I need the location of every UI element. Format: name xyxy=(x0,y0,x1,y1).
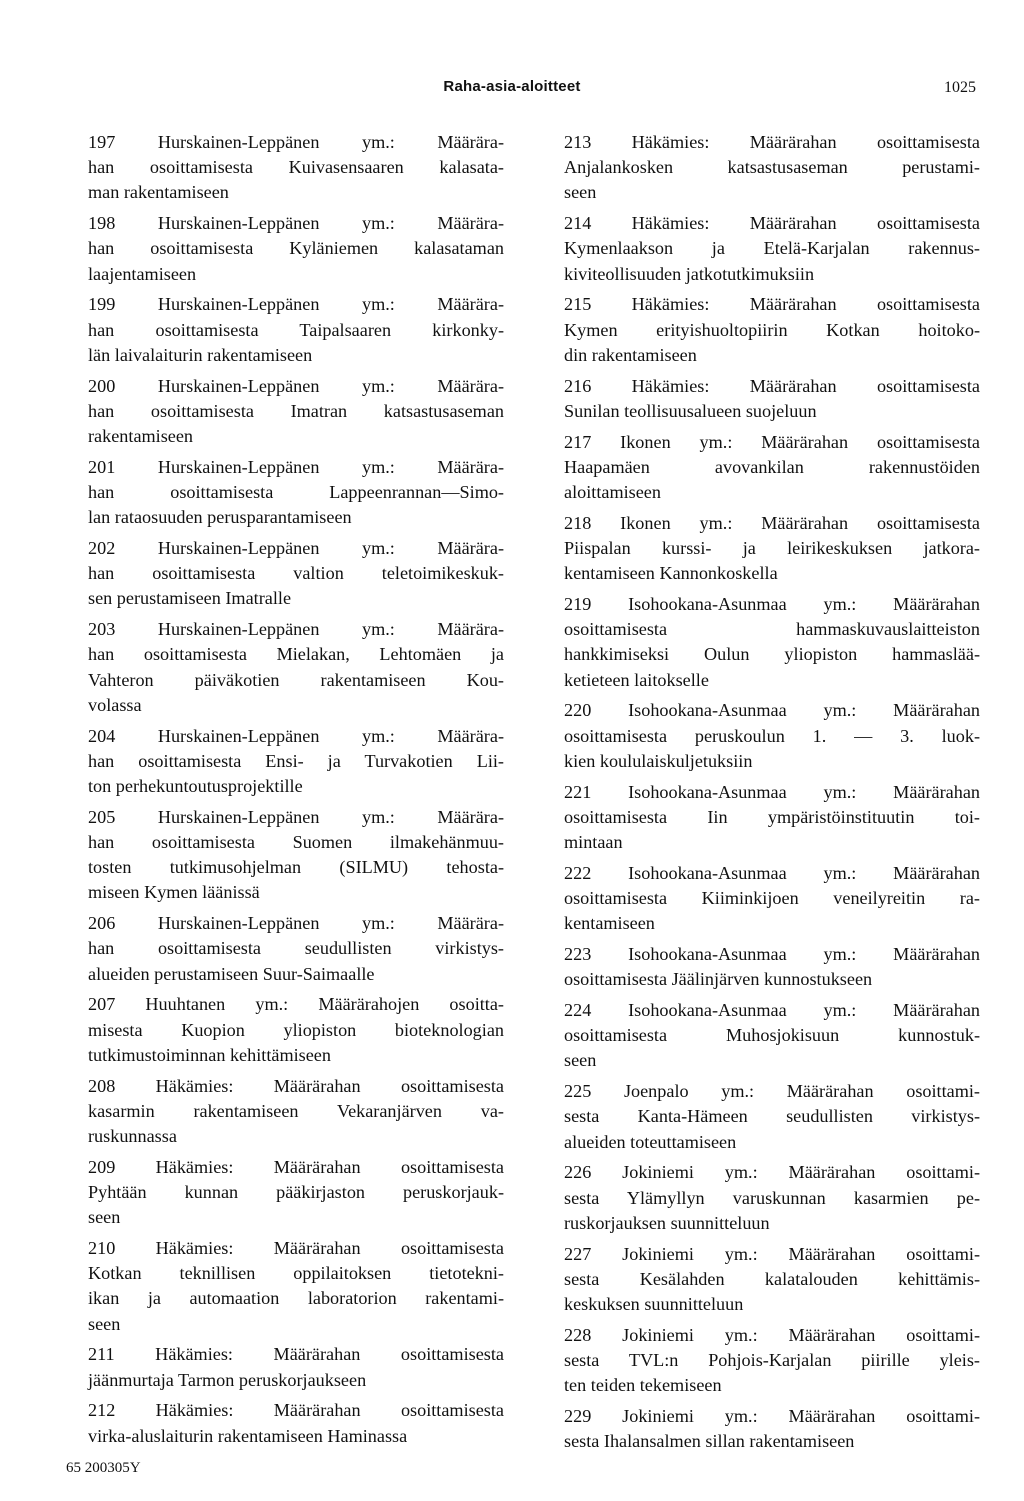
list-item xyxy=(88,911,504,987)
list-item xyxy=(564,942,980,992)
entry-line: han osoittamisesta Mielakan, Lehtomäen ja xyxy=(88,644,504,665)
entry-line: seen xyxy=(88,1313,121,1334)
entry-line: ton perhekuntoutusprojektille xyxy=(88,776,303,797)
entry-line: osoittamisesta peruskoulun 1. — 3. luok- xyxy=(564,725,980,746)
list-item xyxy=(88,617,504,718)
entry-line: Kymen erityishuoltopiirin Kotkan hoitoko- xyxy=(564,319,980,340)
entry-line: han osoittamisesta valtion teletoimikeskuk- xyxy=(88,563,504,584)
entry-line: han osoittamisesta Ensi- ja Turvakotien Lii- xyxy=(88,750,504,771)
entry-line: ruskunnassa xyxy=(88,1126,177,1147)
list-item xyxy=(564,374,980,424)
entry-line: laajentamiseen xyxy=(88,263,197,284)
entry-line: sesta Ylämyllyn varuskunnan kasarmien pe- xyxy=(564,1187,980,1208)
list-item xyxy=(564,1079,980,1155)
entry-line: 227 Jokiniemi ym.: Määrärahan osoittami- xyxy=(564,1243,980,1264)
entry-line: han osoittamisesta Imatran katsastusaseman xyxy=(88,400,504,421)
entry-line: 217 Ikonen ym.: Määrärahan osoittamisesta xyxy=(564,431,980,452)
list-item xyxy=(564,130,980,206)
page-header-title: Raha-asia-aloitteet xyxy=(443,78,581,95)
left-column xyxy=(88,130,504,1454)
list-item xyxy=(88,1155,504,1231)
entry-line: 201 Hurskainen-Leppänen ym.: Määrära- xyxy=(88,456,504,477)
entry-line: misesta Kuopion yliopiston bioteknologian xyxy=(88,1019,504,1040)
entry-line: län laivalaiturin rakentamiseen xyxy=(88,344,313,365)
list-item xyxy=(88,374,504,450)
list-item xyxy=(88,992,504,1068)
entry-line: 200 Hurskainen-Leppänen ym.: Määrära- xyxy=(88,375,504,396)
entry-line: ikan ja automaation laboratorion rakentami- xyxy=(88,1288,504,1309)
list-item xyxy=(88,1236,504,1337)
entry-line: Pyhtään kunnan pääkirjaston peruskorjauk- xyxy=(88,1182,504,1203)
entry-line: 202 Hurskainen-Leppänen ym.: Määrära- xyxy=(88,538,504,559)
entry-line: tosten tutkimusohjelman (SILMU) tehosta- xyxy=(88,857,504,878)
entry-line: osoittamisesta Iin ympäristöinstituutin toi- xyxy=(564,806,980,827)
list-item xyxy=(564,998,980,1074)
entry-line: miseen Kymen läänissä xyxy=(88,882,260,903)
entry-line: 210 Häkämies: Määrärahan osoittamisesta xyxy=(88,1238,504,1259)
entry-line: Piispalan kurssi- ja leirikeskuksen jatkora- xyxy=(564,538,980,559)
entry-line: 229 Jokiniemi ym.: Määrärahan osoittami- xyxy=(564,1406,980,1427)
entry-line: 213 Häkämies: Määrärahan osoittamisesta xyxy=(564,132,980,152)
entry-line: Vahteron päiväkotien rakentamiseen Kou- xyxy=(88,669,504,690)
entry-line: 215 Häkämies: Määrärahan osoittamisesta xyxy=(564,294,980,315)
entry-line: aloittamiseen xyxy=(564,482,661,503)
entry-line: volassa xyxy=(88,694,142,715)
entry-line: rakentamiseen xyxy=(88,426,194,447)
list-item xyxy=(88,805,504,906)
entry-line: 197 Hurskainen-Leppänen ym.: Määrära- xyxy=(88,132,504,152)
entry-line: kien koululaiskuljetuksiin xyxy=(564,750,753,771)
entry-line: ruskorjauksen suunnitteluun xyxy=(564,1212,770,1233)
entry-line: lan rataosuuden perusparantamiseen xyxy=(88,507,352,528)
entry-line: sesta Kesälahden kalatalouden kehittämis- xyxy=(564,1268,980,1289)
entry-line: osoittamisesta hammaskuvauslaitteiston xyxy=(564,619,980,640)
entry-line: 216 Häkämies: Määrärahan osoittamisesta xyxy=(564,375,980,396)
entry-line: 199 Hurskainen-Leppänen ym.: Määrära- xyxy=(88,294,504,315)
entry-line: virka-aluslaiturin rakentamiseen Haminassa xyxy=(88,1425,408,1446)
entry-line: han osoittamisesta Lappeenrannan—Simo- xyxy=(88,482,504,503)
entry-line: ten teiden tekemiseen xyxy=(564,1375,722,1396)
entry-line: 204 Hurskainen-Leppänen ym.: Määrära- xyxy=(88,725,504,746)
entry-line: osoittamisesta Jäälinjärven kunnostukseen xyxy=(564,969,873,990)
entry-line: 224 Isohookana-Asunmaa ym.: Määrärahan xyxy=(564,1000,980,1021)
list-item xyxy=(564,292,980,368)
entry-line: kasarmin rakentamiseen Vekaranjärven va- xyxy=(88,1100,504,1121)
entry-line: kiviteollisuuden jatkotutkimuksiin xyxy=(564,263,815,284)
entry-line: han osoittamisesta Taipalsaaren kirkonky- xyxy=(88,319,504,340)
entry-line: 203 Hurskainen-Leppänen ym.: Määrära- xyxy=(88,619,504,640)
entry-line: sesta Ihalansalmen sillan rakentamiseen xyxy=(564,1431,855,1452)
list-item xyxy=(564,1323,980,1399)
entry-line: han osoittamisesta Kuivasensaaren kalasata- xyxy=(88,157,504,178)
entry-line: 208 Häkämies: Määrärahan osoittamisesta xyxy=(88,1075,504,1096)
entry-line: 209 Häkämies: Määrärahan osoittamisesta xyxy=(88,1156,504,1177)
entry-line: 219 Isohookana-Asunmaa ym.: Määrärahan xyxy=(564,594,980,615)
list-item xyxy=(88,1398,504,1448)
entry-line: keskuksen suunnitteluun xyxy=(564,1294,744,1315)
entry-line: din rakentamiseen xyxy=(564,344,697,365)
entry-line: sen perustamiseen Imatralle xyxy=(88,588,292,609)
list-item xyxy=(88,724,504,800)
entry-line: tutkimustoiminnan kehittämiseen xyxy=(88,1044,331,1065)
list-item xyxy=(88,455,504,531)
entry-line: alueiden perustamiseen Suur-Saimaalle xyxy=(88,963,375,984)
entry-line: kentamiseen Kannonkoskella xyxy=(564,563,778,584)
entry-line: 198 Hurskainen-Leppänen ym.: Määrära- xyxy=(88,213,504,234)
list-item xyxy=(88,130,504,206)
list-item xyxy=(88,211,504,287)
entry-line: man rakentamiseen xyxy=(88,182,229,203)
entry-line: ketieteen laitokselle xyxy=(564,669,709,690)
entry-line: osoittamisesta Kiiminkijoen veneilyreitin ra- xyxy=(564,888,980,909)
list-item xyxy=(88,1074,504,1150)
entry-line: Kotkan teknillisen oppilaitoksen tietotekni- xyxy=(88,1263,504,1284)
entry-line: 211 Häkämies: Määrärahan osoittamisesta xyxy=(88,1344,504,1365)
list-item xyxy=(88,1342,504,1392)
list-item xyxy=(564,861,980,937)
entry-line: Haapamäen avovankilan rakennustöiden xyxy=(564,456,980,477)
list-item xyxy=(564,211,980,287)
entry-line: 212 Häkämies: Määrärahan osoittamisesta xyxy=(88,1400,504,1421)
entry-line: kentamiseen xyxy=(564,913,655,934)
entry-line: alueiden toteuttamiseen xyxy=(564,1131,737,1152)
list-item xyxy=(564,1160,980,1236)
entry-line: sesta TVL:n Pohjois-Karjalan piirille yleis- xyxy=(564,1350,980,1371)
list-item xyxy=(564,430,980,506)
entry-line: seen xyxy=(564,182,597,203)
entry-line: Kymenlaakson ja Etelä-Karjalan rakennus- xyxy=(564,238,980,259)
list-item xyxy=(88,292,504,368)
entry-line: osoittamisesta Muhosjokisuun kunnostuk- xyxy=(564,1025,980,1046)
entry-line: seen xyxy=(564,1050,597,1071)
list-item xyxy=(564,1242,980,1318)
footer-sheet-mark: 65 200305Y xyxy=(66,1460,141,1476)
list-item xyxy=(564,780,980,856)
entry-line: 207 Huuhtanen ym.: Määrärahojen osoitta- xyxy=(88,994,504,1015)
entry-line: 205 Hurskainen-Leppänen ym.: Määrära- xyxy=(88,806,504,827)
entry-line: seen xyxy=(88,1207,121,1228)
list-item xyxy=(564,698,980,774)
entry-line: 220 Isohookana-Asunmaa ym.: Määrärahan xyxy=(564,700,980,721)
entry-line: Sunilan teollisuusalueen suojeluun xyxy=(564,400,817,421)
entry-line: hankkimiseksi Oulun yliopiston hammaslää- xyxy=(564,644,980,665)
list-item xyxy=(564,1404,980,1454)
page-number: 1025 xyxy=(944,79,976,96)
entry-line: 206 Hurskainen-Leppänen ym.: Määrära- xyxy=(88,913,504,934)
entry-line: 221 Isohookana-Asunmaa ym.: Määrärahan xyxy=(564,781,980,802)
right-column xyxy=(564,130,980,1460)
list-item xyxy=(88,536,504,612)
entry-line: 218 Ikonen ym.: Määrärahan osoittamisesta xyxy=(564,512,980,533)
entry-line: 225 Joenpalo ym.: Määrärahan osoittami- xyxy=(564,1081,980,1102)
entry-line: Anjalankosken katsastusaseman perustami- xyxy=(564,157,980,178)
entry-line: 223 Isohookana-Asunmaa ym.: Määrärahan xyxy=(564,944,980,965)
list-item xyxy=(564,511,980,587)
entry-line: han osoittamisesta seudullisten virkistys- xyxy=(88,938,504,959)
entry-line: han osoittamisesta Kyläniemen kalasataman xyxy=(88,238,504,259)
entry-line: mintaan xyxy=(564,832,623,853)
list-item xyxy=(564,592,980,693)
entry-line: 228 Jokiniemi ym.: Määrärahan osoittami- xyxy=(564,1324,980,1345)
entry-line: han osoittamisesta Suomen ilmakehänmuu- xyxy=(88,832,504,853)
entry-line: 214 Häkämies: Määrärahan osoittamisesta xyxy=(564,213,980,234)
entry-line: sesta Kanta-Hämeen seudullisten virkistys- xyxy=(564,1106,980,1127)
entry-line: jäänmurtaja Tarmon peruskorjaukseen xyxy=(88,1369,367,1390)
entry-line: 222 Isohookana-Asunmaa ym.: Määrärahan xyxy=(564,862,980,883)
entry-line: 226 Jokiniemi ym.: Määrärahan osoittami- xyxy=(564,1162,980,1183)
